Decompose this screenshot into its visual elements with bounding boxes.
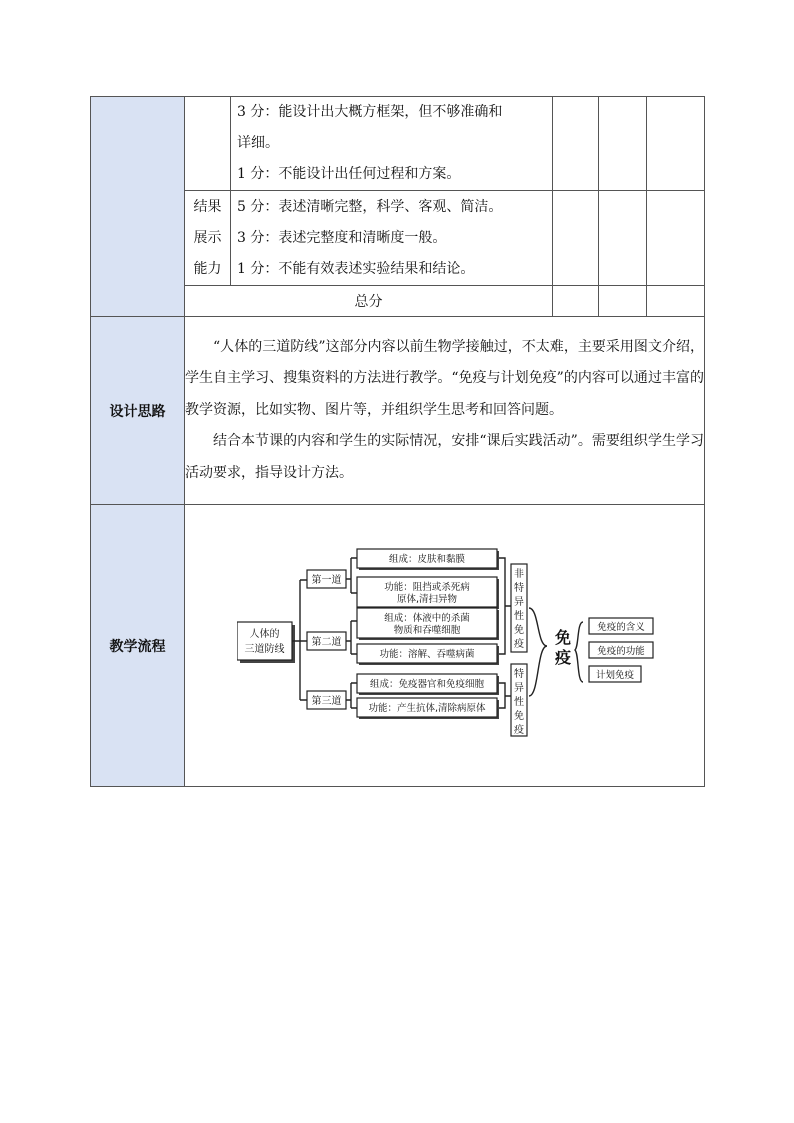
nonspecific-char: 特 [514, 582, 524, 594]
immunity-char: 免 [555, 627, 572, 647]
line2-connector [346, 621, 357, 654]
total-score-cell[interactable] [647, 286, 705, 317]
rubric-design-row [91, 97, 705, 191]
right-item-text: 免疫的含义 [597, 621, 645, 633]
rubric-result-line: 3 分：表述完整度和清晰度一般。 [237, 229, 447, 246]
score-cell[interactable] [599, 191, 647, 286]
nonspecific-char: 性 [514, 610, 524, 622]
l1-func-text: 原体,清扫异物 [396, 593, 458, 605]
l2-comp-text: 物质和吞噬细胞 [393, 624, 461, 636]
rubric-design-line: 详细。 [237, 135, 279, 151]
design-idea-paragraph: “人体的三道防线”这部分内容以前生物学接触过，不太难，主要采用图文介绍，学生自主学习、搜集资料的方法进行教学。“免疫与计划免疫”的内容可以通过丰富的教学资源，比如实物、图片等，并组织学生思考和回答问题。 [185, 338, 704, 418]
nonspecific-char: 非 [514, 568, 524, 580]
nonspecific-char: 异 [514, 596, 524, 608]
root-label: 人体的 [249, 628, 280, 640]
teaching-flow-row [91, 505, 705, 787]
line1-label: 第一道 [311, 574, 342, 586]
immunity-brace [529, 608, 547, 696]
design-idea-label: 设计思路 [91, 317, 185, 505]
specific-char: 疫 [514, 724, 524, 736]
lesson-plan-sheet [90, 96, 704, 786]
teaching-flow-label: 教学流程 [91, 505, 185, 787]
score-cell[interactable] [647, 97, 705, 191]
line2-label: 第二道 [311, 636, 342, 648]
evaluation-label-cell [91, 97, 185, 317]
specific-bracket [499, 683, 511, 708]
three-defense-lines-diagram [237, 546, 717, 746]
line1-connector [346, 558, 357, 593]
nonspecific-bracket [499, 558, 511, 654]
rubric-result-criteria [231, 191, 553, 286]
score-cell[interactable] [599, 97, 647, 191]
l2-func-text: 功能：溶解、吞噬病菌 [379, 648, 475, 660]
total-score-cell[interactable] [599, 286, 647, 317]
right-item-text: 免疫的功能 [597, 645, 645, 657]
right-brace [575, 622, 583, 682]
design-idea-paragraph: 结合本节课的内容和学生的实际情况，安排“课后实践活动”。需要组织学生学习活动要求，指导设计方法。 [185, 433, 704, 481]
specific-char: 性 [514, 696, 524, 708]
root-label: 三道防线 [244, 643, 285, 655]
teaching-flow-content [185, 505, 705, 787]
specific-char: 异 [514, 682, 524, 694]
rubric-design-empty-cell [185, 97, 231, 191]
result-ability-label: 结果 展示 能力 [185, 191, 231, 286]
rubric-design-line: 3 分：能设计出大概方框架，但不够准确和 [237, 104, 503, 120]
score-cell[interactable] [553, 191, 599, 286]
rubric-design-criteria [231, 97, 553, 191]
specific-char: 免 [514, 710, 524, 722]
l3-func-text: 功能：产生抗体,清除病原体 [368, 702, 486, 714]
design-idea-content [185, 317, 705, 505]
rubric-design-line: 1 分：不能设计出任何过程和方案。 [237, 166, 461, 182]
design-idea-row [91, 317, 705, 505]
lesson-plan-table [90, 96, 705, 787]
l1-comp-text: 组成：皮肤和黏膜 [388, 553, 466, 565]
right-item-text: 计划免疫 [595, 669, 635, 681]
l3-comp-text: 组成：免疫器官和免疫细胞 [369, 678, 485, 690]
score-cell[interactable] [647, 191, 705, 286]
rubric-result-line: 5 分：表述清晰完整，科学、客观、简洁。 [237, 198, 503, 215]
l1-func-text: 功能：阻挡或杀死病 [384, 581, 470, 593]
total-label: 总分 [185, 286, 553, 317]
line3-label: 第三道 [311, 695, 342, 707]
l2-comp-text: 组成：体液中的杀菌 [384, 612, 470, 624]
total-score-cell[interactable] [553, 286, 599, 317]
specific-char: 特 [514, 668, 524, 680]
rubric-result-line: 1 分：不能有效表述实验结果和结论。 [237, 260, 475, 277]
line3-connector [346, 683, 357, 708]
immunity-char: 疫 [555, 647, 572, 667]
score-cell[interactable] [553, 97, 599, 191]
nonspecific-char: 疫 [514, 638, 524, 650]
nonspecific-char: 免 [514, 624, 524, 636]
